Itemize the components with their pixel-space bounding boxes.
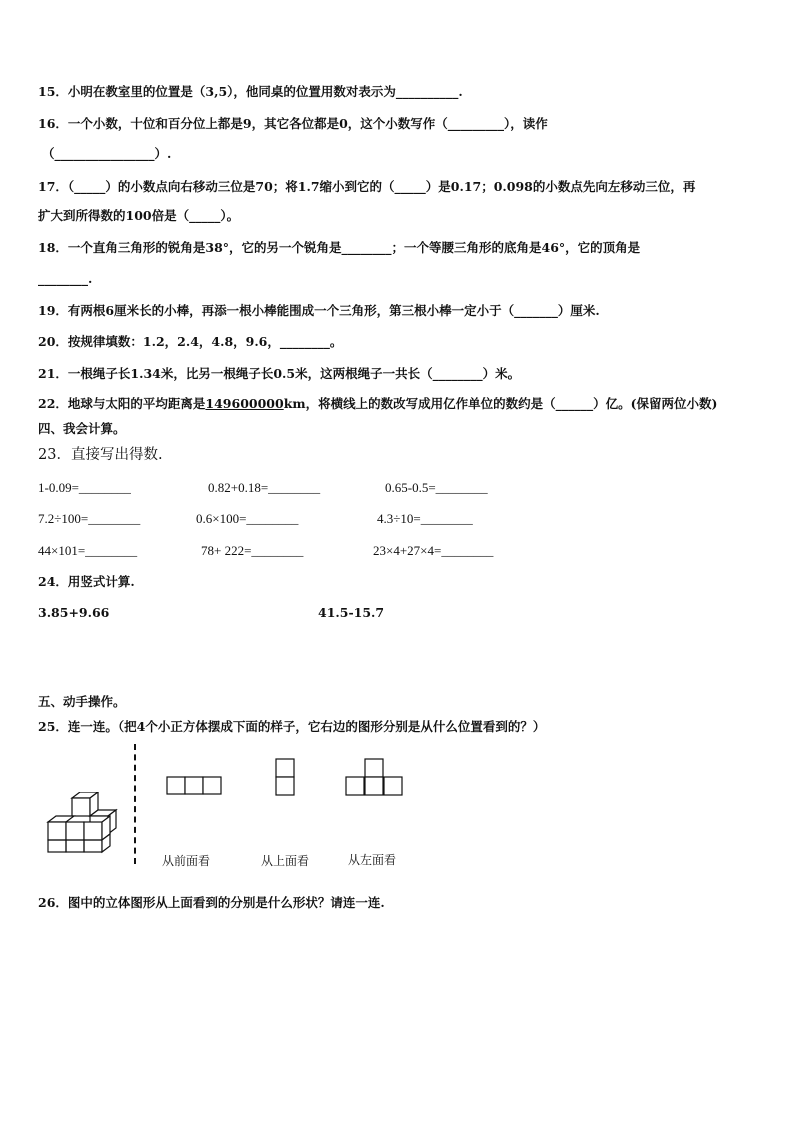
section-4-heading: 四、我会计算。 [38, 421, 126, 436]
question-16-line1: 16．一个小数，十位和百分位上都是9，其它各位都是0，这个小数写作（_________），读作 [38, 116, 548, 131]
underlined-distance: 149600000 [205, 396, 284, 411]
calc-r2-c1: 7.2÷100=________ [38, 511, 141, 526]
calc-r3-c3: 23×4+27×4=________ [373, 543, 494, 558]
question-17-line1: 17．（_____）的小数点向右移动三位是70；将1.7缩小到它的（_____）是0.17；0.098的小数点先向左移动三位，再 [38, 179, 696, 194]
view-shape-front [166, 776, 222, 796]
view-shape-left [345, 758, 403, 796]
calc-r1-c3: 0.65-0.5=________ [385, 480, 488, 495]
question-20: 20．按规律填数：1.2，2.4，4.8，9.6，________。 [38, 334, 343, 349]
question-16-line2: （________________）. [42, 146, 172, 161]
view-shape-top [275, 758, 295, 796]
section-5-heading: 五、动手操作。 [38, 694, 126, 709]
question-26: 26．图中的立体图形从上面看到的分别是什么形状？请连一连. [38, 895, 385, 910]
question-19: 19．有两根6厘米长的小棒，再添一根小棒能围成一个三角形，第三根小棒一定小于（_______）厘米. [38, 303, 600, 318]
question-22-prefix: 22．地球与太阳的平均距离是 [38, 396, 206, 411]
question-18-line2: ________. [38, 271, 93, 286]
caption-left-view: 从左面看 [348, 853, 397, 867]
calc-r1-c1: 1-0.09=________ [38, 480, 131, 495]
calc-r3-c2: 78+ 222=________ [201, 543, 304, 558]
question-25: 25．连一连。（把4个小正方体摆成下面的样子，它右边的图形分别是从什么位置看到的？） [38, 719, 546, 734]
question-22 [38, 396, 717, 412]
vertical-calc-1: 3.85+9.66 [38, 605, 110, 620]
caption-front-view: 从前面看 [162, 854, 211, 868]
question-23: 23．直接写出得数. [38, 447, 163, 463]
calc-r2-c3: 4.3÷10=________ [377, 511, 473, 526]
question-22-suffix: km，将横线上的数改写成用亿作单位的数约是（______）亿。(保留两位小数) [283, 396, 718, 411]
question-24: 24．用竖式计算. [38, 574, 135, 589]
calc-r3-c1: 44×101=________ [38, 543, 138, 558]
divider-dashed-line [134, 744, 136, 864]
vertical-calc-2: 41.5-15.7 [318, 605, 385, 620]
calc-r1-c2: 0.82+0.18=________ [208, 480, 321, 495]
question-15: 15．小明在教室里的位置是（3,5），他同桌的位置用数对表示为__________. [38, 84, 463, 99]
cube-stack-figure [44, 792, 128, 856]
question-18-line1: 18．一个直角三角形的锐角是38°，它的另一个锐角是________；一个等腰三角形的底角是46°，它的顶角是 [38, 240, 641, 255]
calc-r2-c2: 0.6×100=________ [196, 511, 299, 526]
caption-top-view: 从上面看 [261, 854, 310, 868]
question-17-line2: 扩大到所得数的100倍是（_____）。 [38, 208, 240, 223]
question-21: 21．一根绳子长1.34米，比另一根绳子长0.5米，这两根绳子一共长（________）米。 [38, 366, 521, 381]
